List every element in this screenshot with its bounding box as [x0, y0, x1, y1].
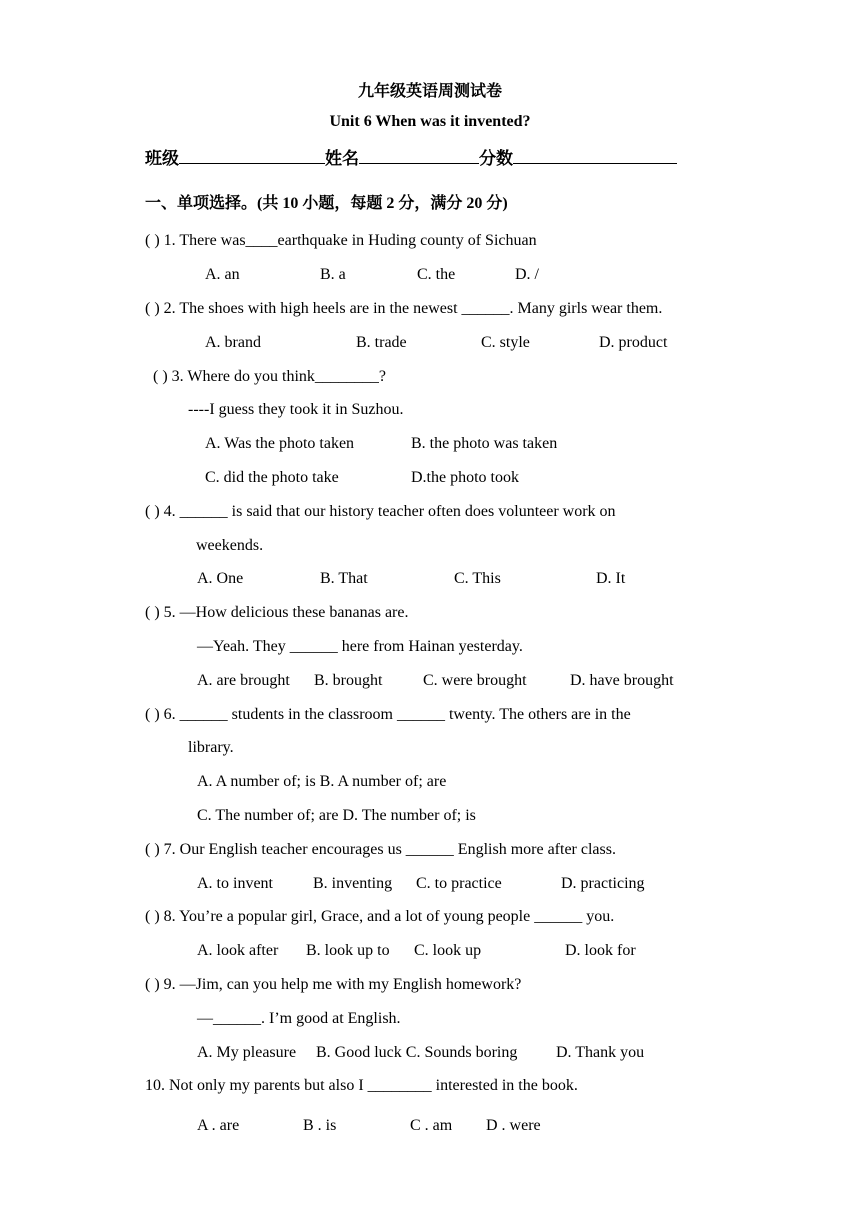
- question-7-stem: ( ) 7. Our English teacher encourages us ______ English more after class.: [145, 841, 616, 858]
- question-10-option-c[interactable]: C . am: [410, 1117, 453, 1134]
- question-6-stem: ( ) 6. ______ students in the classroom ______ twenty. The others are in the: [145, 706, 631, 723]
- question-4-option-c[interactable]: C. This: [454, 570, 501, 587]
- question-7-option-b[interactable]: B. inventing: [313, 875, 393, 892]
- question-9-stem: ( ) 9. —Jim, can you help me with my English homework?: [145, 976, 522, 993]
- question-4-stem: ( ) 4. ______ is said that our history teacher often does volunteer work on: [145, 503, 616, 520]
- question-8-option-b[interactable]: B. look up to: [306, 942, 390, 959]
- question-5-option-c[interactable]: C. were brought: [423, 672, 527, 689]
- question-8-stem: ( ) 8. You’re a popular girl, Grace, and a lot of young people ______ you.: [145, 908, 615, 925]
- question-1-option-b[interactable]: B. a: [320, 266, 346, 283]
- question-9-stem-line-2: —______. I’m good at English.: [197, 1010, 401, 1027]
- question-5-option-a[interactable]: A. are brought: [197, 672, 290, 689]
- question-1-option-d[interactable]: D. /: [515, 266, 539, 283]
- question-9-option-bc[interactable]: B. Good luck C. Sounds boring: [316, 1044, 518, 1061]
- name-blank[interactable]: [359, 146, 479, 164]
- question-1-option-a[interactable]: A. an: [205, 266, 240, 283]
- student-info-line: [145, 144, 677, 169]
- question-1-stem: ( ) 1. There was____earthquake in Huding county of Sichuan: [145, 232, 537, 249]
- question-4-option-d[interactable]: D. It: [596, 570, 626, 587]
- question-3-option-b[interactable]: B. the photo was taken: [411, 435, 558, 452]
- question-7-option-a[interactable]: A. to invent: [197, 875, 273, 892]
- question-4-stem-line-2: weekends.: [196, 537, 264, 554]
- question-10-stem: 10. Not only my parents but also I ________ interested in the book.: [145, 1077, 578, 1094]
- question-6-options-cd[interactable]: C. The number of; are D. The number of; is: [197, 807, 476, 824]
- question-8-option-c[interactable]: C. look up: [414, 942, 482, 959]
- question-7-option-c[interactable]: C. to practice: [416, 875, 502, 892]
- class-label: 班级: [145, 149, 179, 168]
- question-8-option-d[interactable]: D. look for: [565, 942, 636, 959]
- question-3-option-a[interactable]: A. Was the photo taken: [205, 435, 355, 452]
- section-title: 一、单项选择。(共 10 小题，每题 2 分，满分 20 分): [145, 195, 508, 212]
- question-4-option-b[interactable]: B. That: [320, 570, 368, 587]
- question-3-stem: ( ) 3. Where do you think________?: [153, 368, 386, 385]
- question-3-stem-line-2: ----I guess they took it in Suzhou.: [188, 401, 404, 418]
- name-label: 姓名: [325, 149, 359, 168]
- question-2-option-d[interactable]: D. product: [599, 334, 668, 351]
- question-8-option-a[interactable]: A. look after: [197, 942, 279, 959]
- question-2-option-c[interactable]: C. style: [481, 334, 530, 351]
- score-blank[interactable]: [513, 146, 677, 164]
- question-10-option-b[interactable]: B . is: [303, 1117, 337, 1134]
- page-title: 九年级英语周测试卷: [357, 83, 502, 100]
- question-6-stem-line-2: library.: [188, 739, 234, 756]
- question-5-stem: ( ) 5. —How delicious these bananas are.: [145, 604, 409, 621]
- question-10-option-a[interactable]: A . are: [197, 1117, 240, 1134]
- question-9-option-a[interactable]: A. My pleasure: [197, 1044, 297, 1061]
- question-2-stem: ( ) 2. The shoes with high heels are in the newest ______. Many girls wear them.: [145, 300, 663, 317]
- question-9-option-d[interactable]: D. Thank you: [556, 1044, 645, 1061]
- question-7-option-d[interactable]: D. practicing: [561, 875, 645, 892]
- question-10-option-d[interactable]: D . were: [486, 1117, 541, 1134]
- class-blank[interactable]: [179, 146, 325, 164]
- score-label: 分数: [479, 149, 513, 168]
- question-3-option-c[interactable]: C. did the photo take: [205, 469, 339, 486]
- question-6-options-ab[interactable]: A. A number of; is B. A number of; are: [197, 773, 447, 790]
- page-subtitle: Unit 6 When was it invented?: [329, 113, 531, 130]
- question-3-option-d[interactable]: D.the photo took: [411, 469, 519, 486]
- question-4-option-a[interactable]: A. One: [197, 570, 244, 587]
- question-1-option-c[interactable]: C. the: [417, 266, 456, 283]
- question-2-option-b[interactable]: B. trade: [356, 334, 407, 351]
- question-5-option-d[interactable]: D. have brought: [570, 672, 674, 689]
- question-5-option-b[interactable]: B. brought: [314, 672, 383, 689]
- question-2-option-a[interactable]: A. brand: [205, 334, 261, 351]
- question-5-stem-line-2: —Yeah. They ______ here from Hainan yesterday.: [197, 638, 523, 655]
